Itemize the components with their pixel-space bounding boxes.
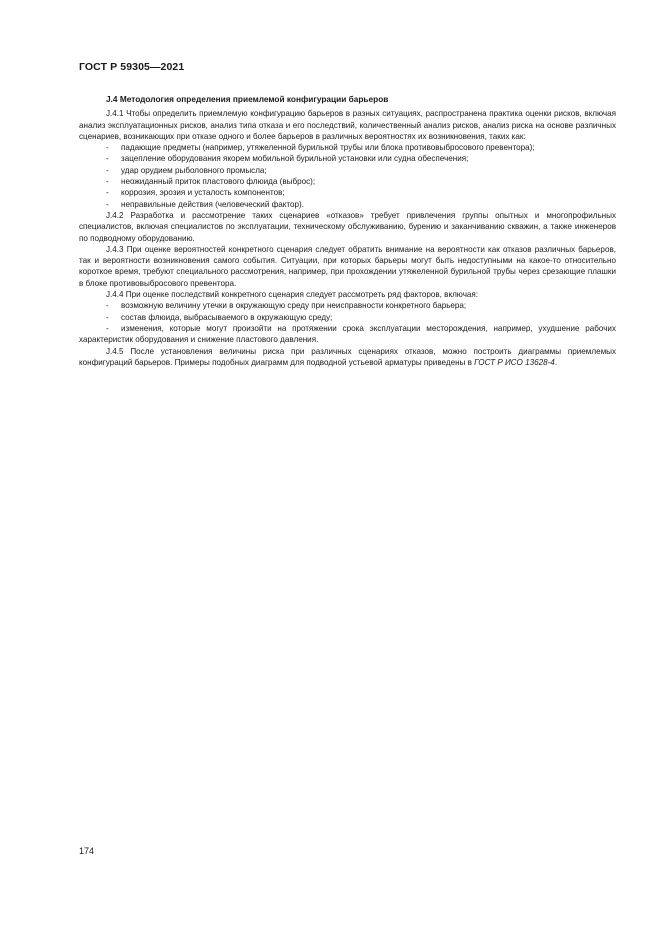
list-item	[79, 176, 616, 187]
page-number: 174	[79, 846, 95, 856]
document-code-header: ГОСТ Р 59305—2021	[79, 61, 185, 73]
paragraph-j45	[79, 346, 616, 369]
list-item-text: состав флюида, выбрасываемого в окружающую среду;	[121, 312, 333, 322]
section-content	[79, 94, 616, 368]
list-item-text: зацепление оборудования якорем мобильной бурильной установки или судна обеспечения;	[121, 154, 469, 164]
paragraph-j41: J.4.1 Чтобы определить приемлемую конфигурацию барьеров в разных ситуациях, распространена практика оценки рисков, включая анализ эксплуатационных рисков, анализ типа отказа и его последствий, количественный анализ рисков, анализ риска на основе различных сценариев, возникающих при отказе одного и более барьеров в различных вероятностях их возникновения, таких как:	[79, 109, 616, 141]
dash-marker: -	[106, 143, 109, 153]
list-item-text: коррозия, эрозия и усталость компонентов;	[121, 188, 285, 198]
list-item	[79, 199, 616, 210]
paragraph-j43: J.4.3 При оценке вероятностей конкретного сценария следует обратить внимание на вероятности как отказов различных барьеров, так и вероятности возникновения самого события. Ситуации, при которых барьеры могут быть недоступными на какое-то относительно короткое время, требуют специального рассмотрения, например, при прохождении утяжеленной бурильной трубы через срезающие плашки в блоке противовыбросового превентора.	[79, 244, 616, 288]
dash-marker: -	[106, 199, 109, 209]
list-item-text: изменения, которые могут произойти на протяжении срока эксплуатации месторождения, например, ухудшение рабочих характеристик оборудования и снижение пластового давления.	[79, 323, 616, 345]
list-item-text: неправильные действия (человеческий фактор).	[121, 199, 304, 209]
list-item	[79, 187, 616, 198]
paragraph-j42: J.4.2 Разработка и рассмотрение таких сценариев «отказов» требует привлечения группы опытных и многопрофильных специалистов, включая специалистов по эксплуатации, техническому обслуживанию, бурению и заканчиванию скважин, а также инженеров по подводному оборудованию.	[79, 210, 616, 243]
dash-marker: -	[106, 177, 109, 187]
list-item	[79, 153, 616, 164]
paragraph-j45-end: .	[554, 357, 558, 367]
dash-marker: -	[106, 165, 109, 175]
list-item-text: возможную величину утечки в окружающую среду при неисправности конкретного барьера;	[121, 301, 467, 311]
list-item	[79, 165, 616, 176]
list-item	[79, 142, 616, 153]
list-item-text: неожиданный приток пластового флюида (выброс);	[121, 177, 316, 187]
paragraph-j45-text: J.4.5 После установления величины риска при различных сценариях отказов, можно построить диаграммы приемлемых конфигураций барьеров. Примеры подобных диаграмм для подводной устьевой арматуры приведены в	[79, 346, 616, 367]
list-item	[79, 300, 616, 311]
list-item-text: удар орудием рыболовного промысла;	[121, 165, 267, 175]
dash-marker: -	[106, 188, 109, 198]
standard-reference: ГОСТ Р ИСО 13628-4	[474, 357, 555, 367]
dash-marker: -	[106, 312, 109, 322]
dash-marker: -	[106, 323, 109, 333]
list-item-text: падающие предметы (например, утяжеленной бурильной трубы или блока противовыбросового превентора);	[121, 143, 535, 153]
list-item	[79, 323, 616, 346]
dash-marker: -	[106, 154, 109, 164]
dash-marker: -	[106, 301, 109, 311]
list-item	[79, 312, 616, 323]
paragraph-j44: J.4.4 При оценке последствий конкретного сценария следует рассмотреть ряд факторов, включая:	[106, 290, 479, 300]
section-title: J.4 Методология определения приемлемой конфигурации барьеров	[106, 94, 389, 104]
